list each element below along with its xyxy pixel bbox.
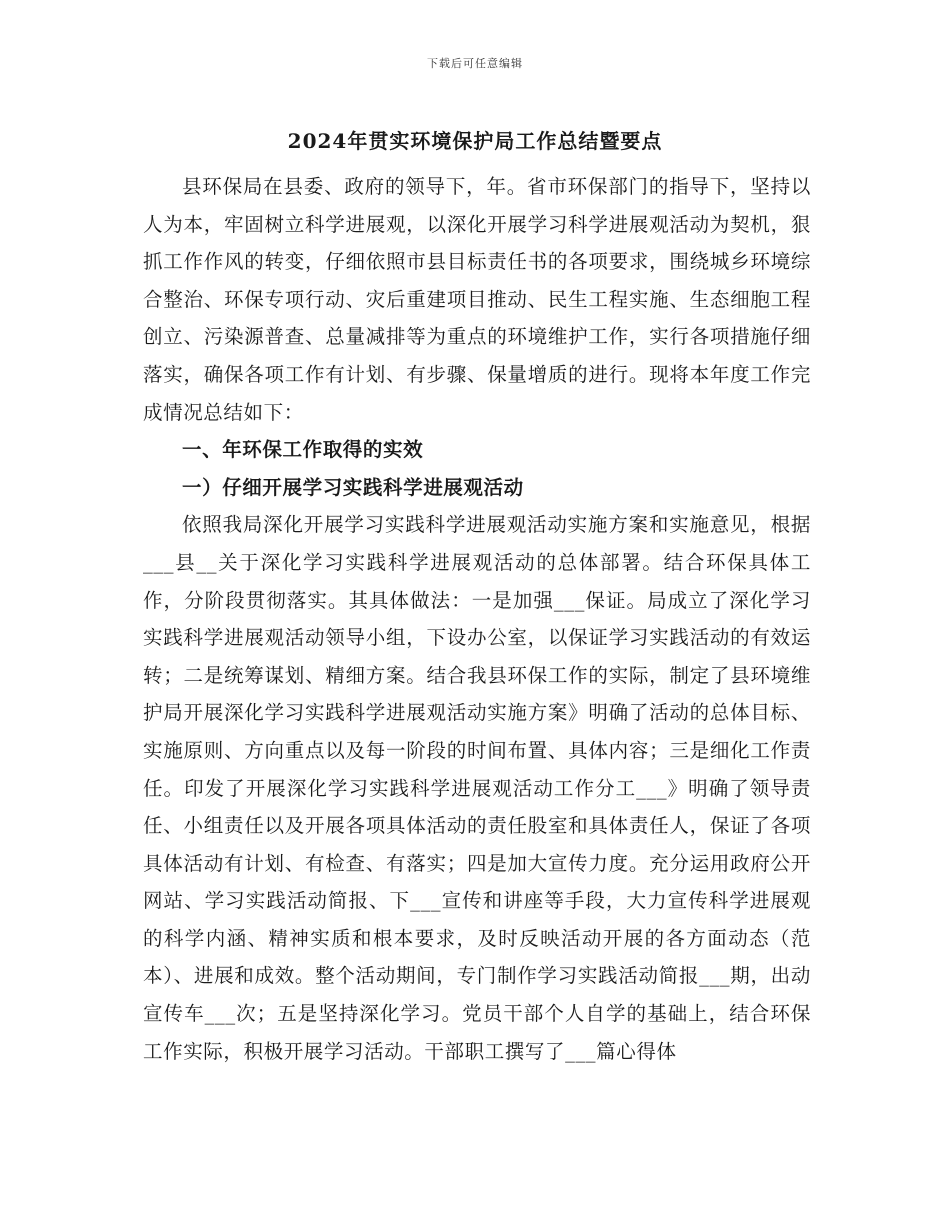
document-body <box>143 168 811 1070</box>
intro-paragraph: 县环保局在县委、政府的领导下，年。省市环保部门的指导下，坚持以人为本，牢固树立科学进展观，以深化开展学习科学进展观活动为契机，狠抓工作作风的转变，仔细依照市县目标责任书的各项要求，围绕城乡环境综合整治、环保专项行动、灾后重建项目推动、民生工程实施、生态细胞工程创立、污染源普查、总量减排等为重点的环境维护工作，实行各项措施仔细落实，确保各项工作有计划、有步骤、保量增质的进行。现将本年度工作完成情况总结如下： <box>143 175 811 424</box>
document-title: 2024年贯实环境保护局工作总结暨要点 <box>287 129 663 153</box>
subsection-heading-1: 一）仔细开展学习实践科学进展观活动 <box>182 475 524 499</box>
section-heading-1: 一、年环保工作取得的实效 <box>182 438 424 462</box>
page-header-note: 下载后可任意编辑 <box>427 57 523 70</box>
body-paragraph: 依照我局深化开展学习实践科学进展观活动实施方案和实施意见，根据___县__关于深化学习实践科学进展观活动的总体部署。结合环保具体工作，分阶段贯彻落实。其具体做法：一是加强___保证。局成立了深化学习实践科学进展观活动领导小组，下设办公室，以保证学习实践活动的有效运转；二是统筹谋划、精细方案。结合我县环保工作的实际，制定了县环境维护局开展深化学习实践科学进展观活动实施方案》明确了活动的总体目标、实施原则、方向重点以及每一阶段的时间布置、具体内容；三是细化工作责任。印发了开展深化学习实践科学进展观活动工作分工___》明确了领导责任、小组责任以及开展各项具体活动的责任股室和具体责任人，保证了各项具体活动有计划、有检查、有落实；四是加大宣传力度。充分运用政府公开网站、学习实践活动简报、下___宣传和讲座等手段，大力宣传科学进展观的科学内涵、精神实质和根本要求，及时反映活动开展的各方面动态（范本）、进展和成效。整个活动期间，专门制作学习实践活动简报___期，出动宣传车___次；五是坚持深化学习。党员干部个人自学的基础上，结合环保工作实际，积极开展学习活动。干部职工撰写了___篇心得体 <box>143 513 811 1063</box>
